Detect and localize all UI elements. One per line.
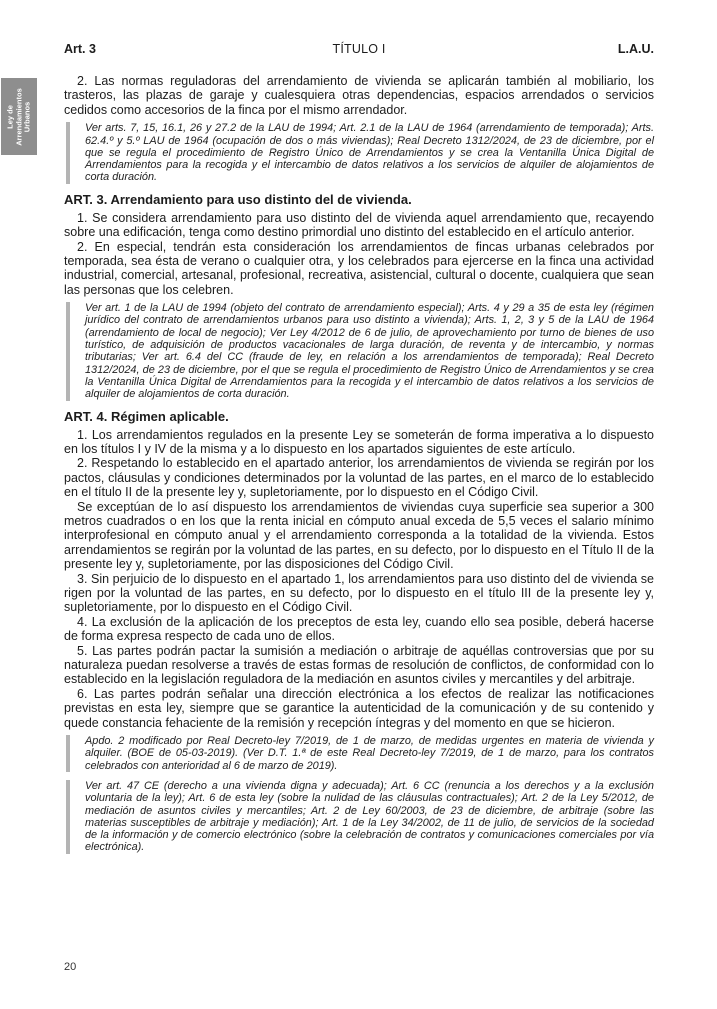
- paragraph-art4-6: 6. Las partes podrán señalar una dirección electrónica a los efectos de realizar las notificaciones previstas en esta ley, siempre que se garantice la autenticidad de la comunicación y de su contenido y quede constancia fehaciente de la remisión y recepción íntegras y del momento en que se hicieron.: [64, 686, 654, 730]
- art4-heading: ART. 4. Régimen aplicable.: [64, 408, 229, 424]
- header-article-ref: Art. 3: [64, 42, 96, 56]
- paragraph-art4-4: 4. La exclusión de la aplicación de los preceptos de esta ley, cuando ello sea posible, deberá hacerse de forma expresa respecto de cada uno de ellos.: [64, 614, 654, 644]
- paragraph-art4-2b: Se exceptúan de lo así dispuesto los arrendamientos de viviendas cuya superficie sea superior a 300 metros cuadrados o en los que la renta inicial en cómputo anual exceda de 5,5 veces el salario mínimo interprofesional en cómputo anual y el arrendamiento corresponda a la totalidad de la vivienda. Estos arrendamientos se regirán por la voluntad de las partes, en su defecto, por lo dispuesto en el Título II de la presente ley y, supletoriamente, por las disposiciones del Código Civil.: [64, 499, 654, 572]
- page-header: [64, 42, 654, 58]
- paragraph-art4-1: 1. Los arrendamientos regulados en la presente Ley se someterán de forma imperativa a lo dispuesto en los títulos I y IV de la misma y a lo dispuesto en los apartados siguientes de este artículo.: [64, 427, 654, 456]
- paragraph-art3-1: 1. Se considera arrendamiento para uso distinto del de vivienda aquel arrendamiento que, recayendo sobre una edificación, tenga como destino primordial uno distinto del establecido en el artículo anterior.: [64, 210, 654, 240]
- paragraph-art4-2: 2. Respetando lo establecido en el apartado anterior, los arrendamientos de vivienda se regirán por los pactos, cláusulas y condiciones determinados por la voluntad de las partes, en el marco de lo establecido en el título II de la presente ley y, supletoriamente, por lo dispuesto en el Código Civil.: [64, 456, 654, 500]
- side-tab-line-1: Ley de: [5, 104, 15, 129]
- side-tab-line-2: Arrendamientos: [13, 87, 23, 146]
- annotation-note-4: Ver art. 47 CE (derecho a una vivienda digna y adecuada); Art. 6 CC (renuncia a los derechos y a la exclusión voluntaria de la ley); Art. 6 de esta ley (sobre la nulidad de las cláusulas contractuales); Art. 2 de la Ley 5/2012, de mediación de asuntos civiles y mercantiles; Art. 2 de Ley 60/2003, de 23 de diciembre, de arbitraje (sobre las materias susceptibles de arbitraje y mediación); Art. 1 de la Ley 34/2002, de 11 de julio, de servicios de la sociedad de la información y de comercio electrónico (sobre la celebración de contratos y comunicaciones comerciales por vía electrónica).: [66, 780, 654, 854]
- annotation-note-1: Ver arts. 7, 15, 16.1, 26 y 27.2 de la LAU de 1994; Art. 2.1 de la LAU de 1964 (arrendamiento de temporada); Arts. 62.4.º y 5.º LAU de 1964 (ocupación de dos o más viviendas); Real Decreto 1312/2024, de 23 de diciembre, por el que se regula el procedimiento de Registro Único de Arrendamientos y se crea la Ventanilla Única Digital de Arrendamientos para la recogida y el intercambio de datos relativos a los servicios de alquiler de alojamientos de corta duración.: [66, 122, 654, 183]
- document-body: [64, 74, 654, 862]
- paragraph-art4-3: 3. Sin perjuicio de lo dispuesto en el apartado 1, los arrendamientos para uso distinto del de vivienda se rigen por la voluntad de las partes, en su defecto, por lo dispuesto en el título III de la presente ley y, supletoriamente, por lo dispuesto en el Código Civil.: [64, 571, 654, 615]
- annotation-note-3: Apdo. 2 modificado por Real Decreto-ley 7/2019, de 1 de marzo, de medidas urgentes en materia de vivienda y alquiler. (BOE de 05-03-2019). (Ver D.T. 1.ª de este Real Decreto-ley 7/2019, de 1 de marzo, para los contratos celebrados con anterioridad al 6 de marzo de 2019).: [66, 735, 654, 772]
- law-side-tab: [1, 78, 37, 155]
- paragraph-art3-2: 2. En especial, tendrán esta consideración los arrendamientos de fincas urbanas celebrados por temporada, sea ésta de verano o cualquier otra, y los celebrados para ejercerse en la finca una actividad industrial, comercial, artesanal, profesional, recreativa, asistencial, cultural o docente, cualquiera que sean las personas que los celebren.: [64, 239, 654, 297]
- annotation-note-2: Ver art. 1 de la LAU de 1994 (objeto del contrato de arrendamiento especial); Arts. 4 y 29 a 35 de esta ley (régimen jurídico del contrato de arrendamientos urbanos para uso distinto a vivienda); Arts. 1, 2, 3 y 5 de la LAU de 1964 (arrendamiento de local de negocio); Ver Ley 4/2012 de 6 de julio, de aprovechamiento por turno de bienes de uso turístico, de adquisición de productos vacacionales de larga duración, de reventa y de intercambio, y normas tributarias; Ver art. 6.4 del CC (fraude de ley, en relación a los arrendamientos de temporada); Real Decreto 1312/2024, de 23 de diciembre, por el que se regula el procedimiento de Registro Único de Arrendamientos y se crea la Ventanilla Única Digital de Arrendamientos para la recogida y el intercambio de datos relativos a los servicios de alquiler de alojamientos de corta duración.: [66, 302, 654, 400]
- law-side-tab-label: [1, 78, 37, 155]
- header-law-abbrev: L.A.U.: [617, 42, 654, 56]
- paragraph-art4-5: 5. Las partes podrán pactar la sumisión a mediación o arbitraje de aquéllas controversias que por su naturaleza puedan resolverse a través de estas formas de resolución de conflictos, de conformidad con lo establecido en la legislación reguladora de la mediación en asuntos civiles y mercantiles y del arbitraje.: [64, 643, 654, 687]
- page-number: 20: [64, 961, 77, 973]
- art3-heading: ART. 3. Arrendamiento para uso distinto del de vivienda.: [64, 191, 412, 207]
- header-title-ref: TÍTULO I: [332, 42, 386, 56]
- side-tab-line-3: Urbanos: [22, 101, 32, 132]
- paragraph-art2-2: 2. Las normas reguladoras del arrendamiento de vivienda se aplicarán también al mobiliario, los trasteros, las plazas de garaje y cualesquiera otras dependencias, espacios arrendados o servicios cedidos como accesorios de la finca por el mismo arrendador.: [64, 74, 654, 117]
